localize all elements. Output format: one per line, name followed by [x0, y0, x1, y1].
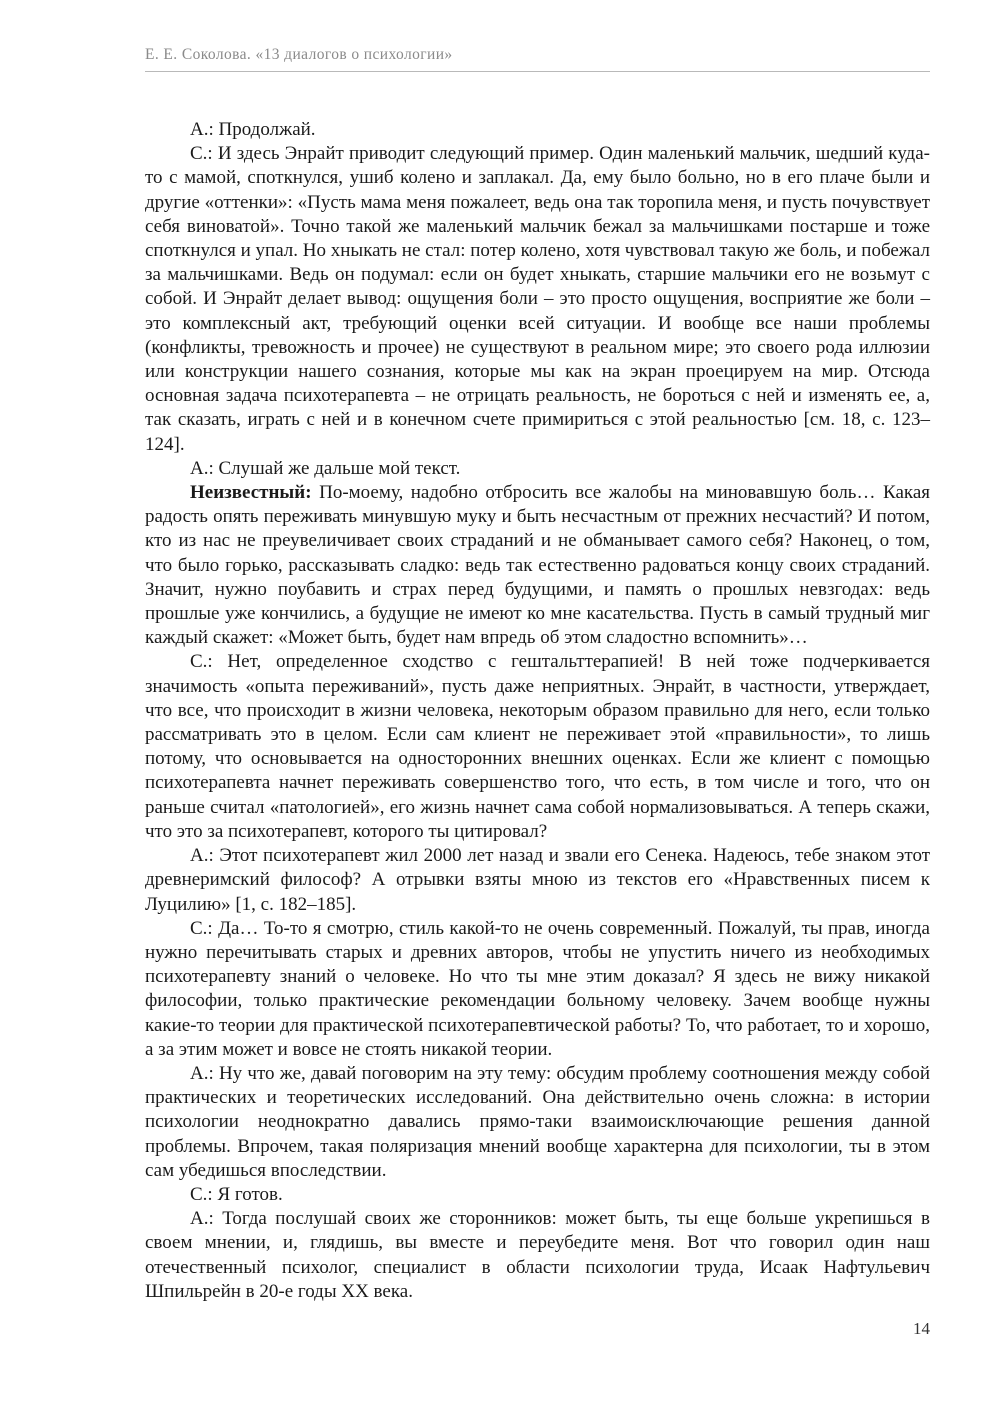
paragraph: [145, 1183, 930, 1207]
paragraph: [145, 118, 930, 142]
paragraph: [145, 1062, 930, 1183]
paragraph-text: А.: Продолжай.: [190, 119, 316, 140]
paragraph-text: А.: Слушай же дальше мой текст.: [190, 457, 461, 479]
paragraph-text: С.: Нет, определенное сходство с гештальттерапией! В ней тоже подчеркивается значимость «опыта переживаний», пусть даже неприятных. Энрайт, в частности, утверждает, что все, что происходит в жизни человека, некоторым образом правильно для него, если только рассматривать это в целом. Если сам клиент не переживает этой «правильности», то лишь потому, что основывается на односторонних внешних оценках. Если же клиент с помощью психотерапевта начнет переживать совершенство того, что есть, в том числе и того, что он раньше считал «патологией», его жизнь начнет сама собой нормализовываться. А теперь скажи, что это за психотерапевт, которого ты цитировал?: [145, 651, 930, 842]
paragraph: [145, 650, 930, 844]
header-rule: [145, 71, 930, 72]
paragraph: [145, 917, 930, 1062]
paragraph: [145, 142, 930, 457]
speaker-label: Неизвестный:: [190, 482, 312, 504]
paragraph-text: По-моему, надобно отбросить все жалобы на миновавшую боль… Какая радость опять переживать минувшую муку и быть несчастным от прежних несчастий? И потом, кто из нас не преувеличивает своих страданий и не обманывает самого себя? Наконец, о том, что было горько, рассказывать сладко: ведь так естественно радоваться концу своих страданий. Значит, нужно поубавить и страх перед будущими, и память о прошлых невзгодах: ведь прошлые уже кончились, а будущие не имеют ко мне касательства. Пусть в самый трудный миг каждый скажет: «Может быть, будет нам впредь об этом сладостно вспомнить»…: [145, 482, 930, 649]
paragraph-text: А.: Тогда послушай своих же сторонников: может быть, ты еще больше укрепишься в своем мнении, и, глядишь, вы вместе и переубедите меня. Вот что говорил один наш отечественный психолог, специалист в области психологии труда, Исаак Нафтульевич Шпильрейн в 20-е годы XX века.: [145, 1208, 930, 1302]
page-number: 14: [913, 1319, 930, 1338]
paragraph-text: А.: Этот психотерапевт жил 2000 лет назад и звали его Сенека. Надеюсь, тебе знаком этот древнеримский философ? А отрывки взяты мною из текстов его «Нравственных писем к Луцилию» [1, с. 182–185].: [145, 845, 930, 915]
paragraph-text: С.: Я готов.: [190, 1183, 283, 1205]
paragraph-text: С.: Да… То-то я смотрю, стиль какой-то не очень современный. Пожалуй, ты прав, иногда нужно перечитывать старых и древних авторов, чтобы не упустить ничего из необходимых психотерапевту знаний о человеке. Но что ты мне этим доказал? Я здесь не вижу никакой философии, только практические рекомендации больному человеку. Зачем вообще нужны какие-то теории для практической психотерапевтической работы? То, что работает, то и хорошо, а за этим может и вовсе не стоять никакой теории.: [145, 917, 930, 1060]
running-head: Е. Е. Соколова. «13 диалогов о психологии»: [145, 46, 453, 63]
paragraph: [145, 481, 930, 650]
paragraph-text: А.: Ну что же, давай поговорим на эту тему: обсудим проблему соотношения между собой практических и теоретических исследований. Она действительно очень сложна: в истории психологии неоднократно давались прямо-таки взаимоисключающие решения данной проблемы. Впрочем, такая поляризация мнений вообще характерна для психологии, ты в этом сам убедишься впоследствии.: [145, 1062, 930, 1181]
page-body: [145, 118, 930, 1304]
paragraph: [145, 844, 930, 917]
paragraph: [145, 457, 930, 481]
paragraph: [145, 1207, 930, 1304]
paragraph-text: С.: И здесь Энрайт приводит следующий пример. Один маленький мальчик, шедший куда-то с мамой, споткнулся, ушиб колено и заплакал. Да, ему было больно, но в его плаче были и другие «оттенки»: «Пусть мама меня пожалеет, ведь она так торопила меня, и пусть почувствует себя виноватой». Точно такой же маленький мальчик бежал за мальчишками постарше и тоже споткнулся и упал. Но хныкать не стал: потер колено, хотя чувствовал такую же боль, и побежал за мальчишками. Ведь он подумал: если он будет хныкать, старшие мальчики его не возьмут с собой. И Энрайт делает вывод: ощущения боли – это просто ощущения, восприятие же боли – это комплексный акт, требующий оценки всей ситуации. И вообще все наши проблемы (конфликты, тревожность и прочее) не существуют в реальном мире; это своего рода иллюзии или конструкции нашего сознания, которые мы как на экран проецируем на мир. Отсюда основная задача психотерапевта – не отрицать реальность, не бороться с ней и изменять ее, а, так сказать, играть с ней и в конечном счете примириться с этой реальностью [см. 18, с. 123–124].: [145, 143, 930, 455]
